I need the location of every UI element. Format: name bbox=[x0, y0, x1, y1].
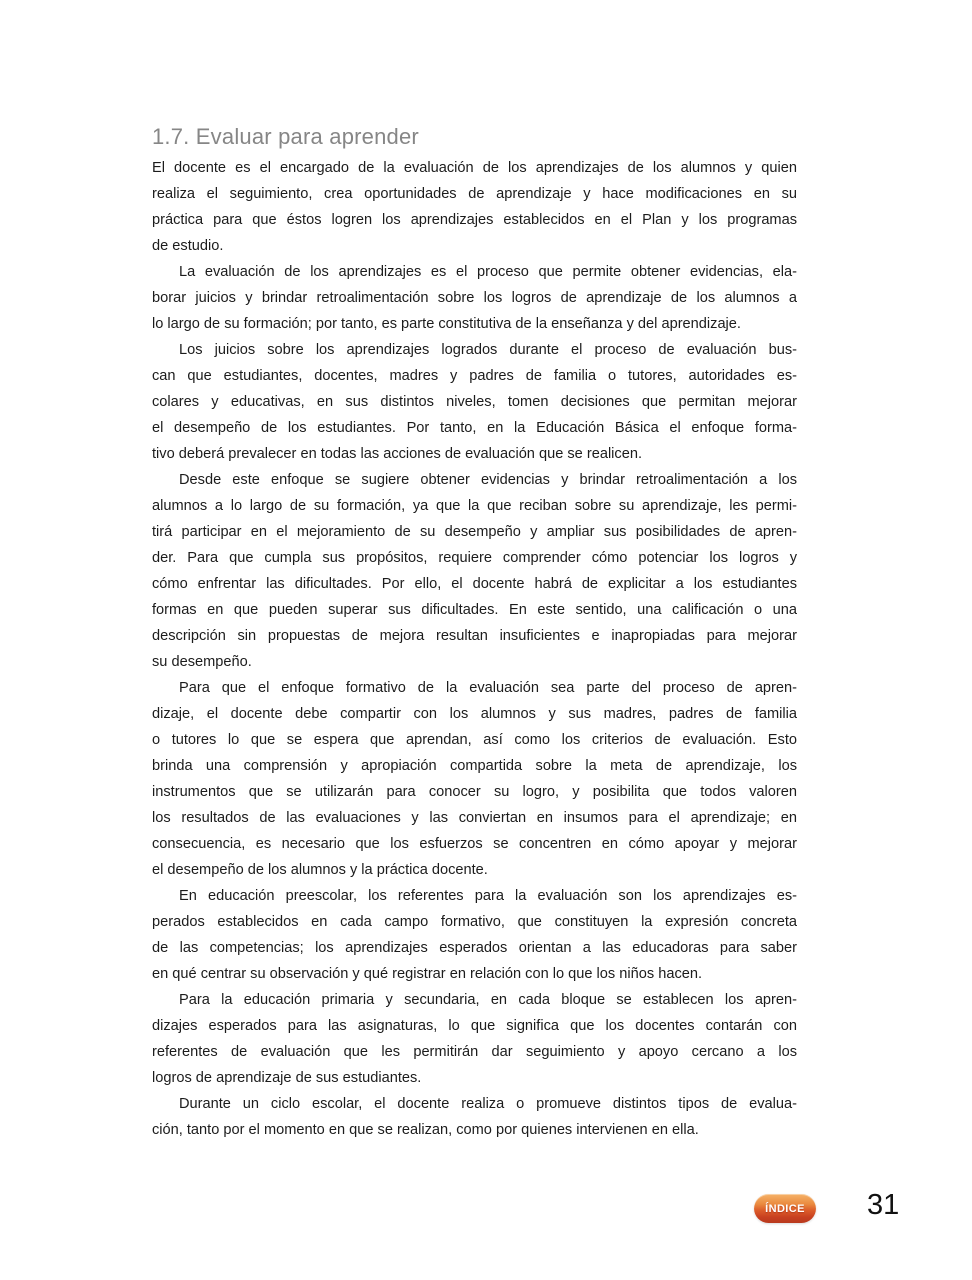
text-line: brinda una comprensión y apropiación compartida sobre la meta de aprendizaje, los bbox=[152, 758, 797, 774]
page-number: 31 bbox=[867, 1189, 900, 1221]
text-line: o tutores lo que se espera que aprendan, así como los criterios de evaluación. Esto bbox=[152, 732, 797, 748]
text-line: der. Para que cumpla sus propósitos, requiere comprender cómo potenciar los logros y bbox=[152, 550, 797, 566]
text-line: el desempeño de los alumnos y la práctica docente. bbox=[152, 862, 488, 878]
text-line: descripción sin propuestas de mejora resultan insuficientes e inapropiadas para mejorar bbox=[152, 628, 797, 644]
text-line: consecuencia, es necesario que los esfuerzos se concentren en cómo apoyar y mejorar bbox=[152, 836, 797, 852]
text-line: borar juicios y brindar retroalimentación sobre los logros de aprendizaje de los alumnos a bbox=[152, 290, 797, 306]
text-line: La evaluación de los aprendizajes es el proceso que permite obtener evidencias, ela- bbox=[179, 264, 797, 280]
text-line: lo largo de su formación; por tanto, es parte constitutiva de la enseñanza y del aprendizaje. bbox=[152, 316, 741, 332]
text-line: instrumentos que se utilizarán para conocer su logro, y posibilita que todos valoren bbox=[152, 784, 797, 800]
text-line: Durante un ciclo escolar, el docente realiza o promueve distintos tipos de evalua- bbox=[179, 1096, 797, 1112]
paragraph bbox=[152, 987, 797, 1091]
text-line: Para que el enfoque formativo de la evaluación sea parte del proceso de apren- bbox=[179, 680, 797, 696]
text-line: colares y educativas, en sus distintos niveles, tomen decisiones que permitan mejorar bbox=[152, 394, 797, 410]
text-line: dizajes esperados para las asignaturas, lo que significa que los docentes contarán con bbox=[152, 1018, 797, 1034]
text-line: cómo enfrentar las dificultades. Por ello, el docente habrá de explicitar a los estudiantes bbox=[152, 576, 797, 592]
text-line: en qué centrar su observación y qué registrar en relación con lo que los niños hacen. bbox=[152, 966, 703, 982]
text-line: práctica para que éstos logren los aprendizajes establecidos en el Plan y los programas bbox=[152, 212, 797, 228]
text-line: perados establecidos en cada campo formativo, que constituyen la expresión concreta bbox=[152, 914, 797, 930]
text-line: tivo deberá prevalecer en todas las acciones de evaluación que se realicen. bbox=[152, 446, 643, 462]
paragraph bbox=[152, 259, 797, 337]
indice-button[interactable]: ÍNDICE bbox=[754, 1194, 816, 1223]
text-line: los resultados de las evaluaciones y las conviertan en insumos para el aprendizaje; en bbox=[152, 810, 797, 826]
text-line: formas en que pueden superar sus dificultades. En este sentido, una calificación o una bbox=[152, 602, 797, 618]
text-line: realiza el seguimiento, crea oportunidades de aprendizaje y hace modificaciones en su bbox=[152, 186, 797, 202]
text-column bbox=[152, 124, 797, 1143]
paragraph bbox=[152, 155, 797, 259]
text-line: de las competencias; los aprendizajes esperados orientan a las educadoras para saber bbox=[152, 940, 797, 956]
text-line: logros de aprendizaje de sus estudiantes. bbox=[152, 1070, 422, 1086]
text-line: el desempeño de los estudiantes. Por tanto, en la Educación Básica el enfoque forma- bbox=[152, 420, 797, 436]
paragraph bbox=[152, 467, 797, 675]
paragraph bbox=[152, 337, 797, 467]
text-line: su desempeño. bbox=[152, 654, 252, 670]
text-line: tirá participar en el mejoramiento de su desempeño y ampliar sus posibilidades de apren- bbox=[152, 524, 797, 540]
text-line: referentes de evaluación que les permitirán dar seguimiento y apoyo cercano a los bbox=[152, 1044, 797, 1060]
text-line: En educación preescolar, los referentes para la evaluación son los aprendizajes es- bbox=[179, 888, 797, 904]
text-line: Para la educación primaria y secundaria, en cada bloque se establecen los apren- bbox=[179, 992, 797, 1008]
paragraph bbox=[152, 1091, 797, 1143]
text-line: dizaje, el docente debe compartir con los alumnos y sus madres, padres de familia bbox=[152, 706, 797, 722]
paragraph bbox=[152, 675, 797, 883]
text-line: Desde este enfoque se sugiere obtener evidencias y brindar retroalimentación a los bbox=[179, 472, 797, 488]
text-line: ción, tanto por el momento en que se realizan, como por quienes intervienen en ella. bbox=[152, 1122, 699, 1138]
body-text bbox=[152, 155, 797, 1143]
text-line: alumnos a lo largo de su formación, ya que la que reciban sobre su aprendizaje, les permi- bbox=[152, 498, 797, 514]
text-line: El docente es el encargado de la evaluación de los aprendizajes de los alumnos y quien bbox=[152, 160, 797, 176]
paragraph bbox=[152, 883, 797, 987]
section-heading: 1.7. Evaluar para aprender bbox=[152, 124, 419, 149]
text-line: de estudio. bbox=[152, 238, 224, 254]
text-line: can que estudiantes, docentes, madres y padres de familia o tutores, autoridades es- bbox=[152, 368, 797, 384]
text-line: Los juicios sobre los aprendizajes logrados durante el proceso de evaluación bus- bbox=[179, 342, 797, 358]
